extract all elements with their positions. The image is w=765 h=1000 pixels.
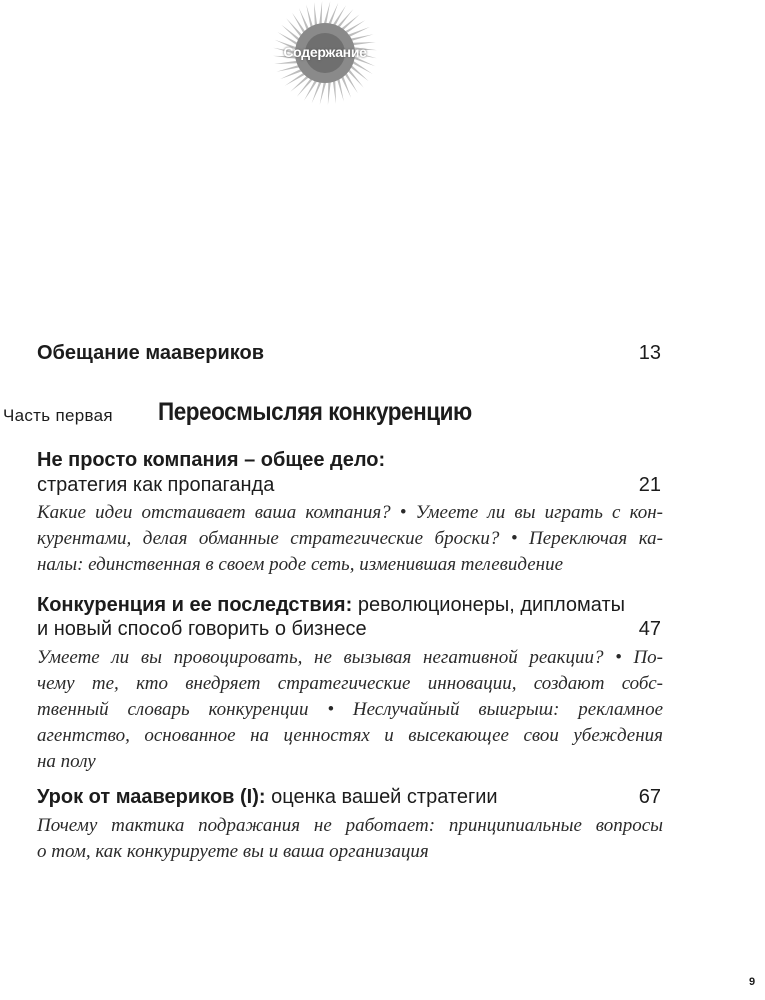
chapter-description — [37, 500, 663, 578]
chapter-title-rest: оценка вашей стратегии — [265, 786, 498, 808]
chapter-title-rest: и новый способ говорить о бизнесе — [37, 618, 367, 640]
chapter-description — [37, 645, 663, 775]
desc-line: курентами, делая обманные стратегические броски? • Переключая ка- — [37, 528, 663, 549]
desc-line: твенный словарь конкуренции • Неслучайный выигрыш: рекламное — [37, 699, 663, 720]
entry-page: 13 — [638, 342, 661, 364]
desc-line: агентство, основанное на ценностях и высекающее свои убеждения — [37, 725, 663, 746]
chapter-title-bold: Не просто компания – общее дело: — [37, 449, 386, 471]
toc-entry-chapter-2-line2 — [37, 616, 661, 642]
desc-line: на полу — [37, 751, 96, 772]
toc-entry-chapter-3 — [37, 784, 661, 810]
badge-label: Содержание — [283, 44, 367, 60]
desc-line: Какие идеи отстаивает ваша компания? • Умеете ли вы играть с кон- — [37, 502, 663, 523]
chapter-title-bold: Урок от маавериков (I): — [37, 786, 266, 808]
desc-line: налы: единственная в своем роде сеть, изменившая телевидение — [37, 554, 564, 575]
toc-entry-chapter-1-line2 — [37, 472, 661, 498]
chapter-page: 21 — [638, 474, 661, 496]
chapter-description — [37, 813, 663, 865]
toc-entry-chapter-1 — [37, 447, 661, 473]
contents-badge — [269, 0, 381, 106]
entry-title: Обещание маавериков — [37, 342, 265, 364]
toc-entry-promise — [37, 340, 661, 366]
chapter-title-rest: революционеры, дипломаты — [352, 594, 626, 616]
chapter-title-rest: стратегия как пропаганда — [37, 474, 275, 496]
chapter-title-bold: Конкуренция и ее последствия: — [37, 594, 353, 616]
desc-line: чему те, кто внедряет стратегические инновации, создают собс- — [37, 673, 663, 694]
desc-line: Умеете ли вы провоцировать, не вызывая негативной реакции? • По- — [37, 647, 663, 668]
desc-line: Почему тактика подражания не работает: принципиальные вопросы — [37, 815, 663, 836]
desc-line: о том, как конкурируете вы и ваша организация — [37, 841, 429, 862]
part-title: Переосмысляя конкуренцию — [158, 398, 472, 426]
page-number: 9 — [749, 976, 756, 988]
toc-entry-chapter-2 — [37, 592, 661, 618]
chapter-page: 47 — [638, 618, 661, 640]
part-label: Часть первая — [3, 406, 113, 425]
chapter-page: 67 — [638, 786, 661, 808]
